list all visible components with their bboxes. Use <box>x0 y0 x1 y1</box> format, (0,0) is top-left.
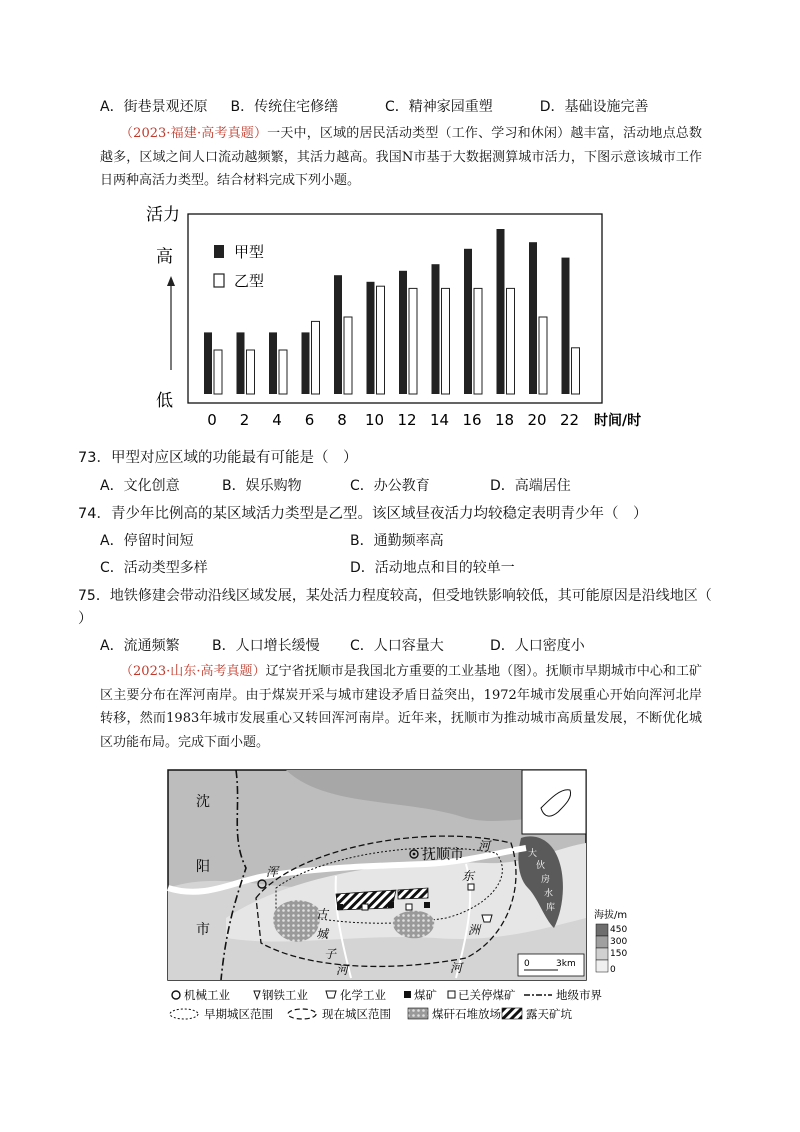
legend-early-area-icon <box>170 1009 198 1019</box>
city-center-dot <box>413 853 416 856</box>
passage-1-source: （2023·福建·高考真题） <box>120 126 268 141</box>
q74-option-d: D．活动地点和目的较单一 <box>350 560 515 576</box>
label-reservoir-5: 库 <box>546 903 556 913</box>
legend-coal-mine-icon <box>404 991 411 998</box>
q74-option-b: B．通勤频率高 <box>350 533 444 549</box>
label-gucheng-2: 城 <box>316 927 329 941</box>
legend-swatch-yi <box>214 274 224 287</box>
closed-coal-mine-icon-3 <box>468 884 474 890</box>
passage-1-text: 一天中，区域的居民活动类型（工作、学习和休闲）越丰富，活动地点总数越多，区域之间人口流动越频繁，其活力越高。我国N市基于大数据测算城市活力，下图示意该城市工作日两种高活力类型。结合材料完成下列小题。 <box>100 126 702 188</box>
legend-closed-mine: 已关停煤矿 <box>458 988 516 1002</box>
bar-jia-22 <box>562 258 570 394</box>
elevation-150-swatch <box>596 948 608 960</box>
label-reservoir-4: 水 <box>544 889 554 899</box>
legend-swatch-jia <box>214 245 224 258</box>
x-tick-16: 16 <box>462 411 482 429</box>
open-pit-east <box>398 888 428 899</box>
q73-option-c: C．办公教育 <box>350 478 430 494</box>
bar-yi-16 <box>474 288 482 394</box>
elevation-450-swatch <box>596 924 608 936</box>
bar-jia-12 <box>399 271 407 394</box>
label-reservoir-2: 伙 <box>536 861 546 871</box>
bar-jia-2 <box>237 332 245 394</box>
scale-zero: 0 <box>524 959 530 969</box>
legend-label-yi: 乙型 <box>234 272 265 290</box>
label-gucheng-3: 子 <box>324 947 337 961</box>
legend-closed-mine-icon <box>448 991 455 998</box>
vitality-bar-chart <box>138 198 658 434</box>
legend-pit: 露天矿坑 <box>526 1007 572 1021</box>
chart-x-ticks <box>207 411 579 429</box>
legend-gangue: 煤矸石堆放场 <box>432 1007 501 1021</box>
legend-coal-mine: 煤矿 <box>414 988 437 1002</box>
bar-yi-20 <box>539 317 547 394</box>
label-dongzhou-2: 洲 <box>468 923 481 937</box>
bar-yi-14 <box>442 288 450 394</box>
coal-mine-icon-3 <box>424 902 430 908</box>
bar-jia-0 <box>204 332 212 394</box>
legend-boundary: 地级市界 <box>556 988 602 1002</box>
label-hun-2: 河 <box>478 839 491 853</box>
bar-jia-8 <box>334 275 342 394</box>
prev-options-row <box>100 97 648 117</box>
legend-current-area: 现在城区范围 <box>322 1007 391 1021</box>
chart-ylabel: 活力 <box>146 205 180 225</box>
closed-coal-mine-icon-2 <box>406 904 412 910</box>
coal-mine-icon <box>337 904 343 910</box>
bar-jia-10 <box>367 282 375 394</box>
passage-2-text: 辽宁省抚顺市是我国北方重要的工业基地（图）。抚顺市早期城市中心和工矿区主要分布在浑河南岸。由于煤炭开采与城市建设矛盾日益突出，1972年城市发展重心开始向浑河北岸转移，然而1983年城市发展重心又转回浑河南岸。近年来，抚顺市为推动城市高质量发展，不断优化城区功能布局。完成下面小题。 <box>100 664 702 750</box>
x-tick-20: 20 <box>527 411 547 429</box>
x-tick-14: 14 <box>429 411 450 429</box>
elevation-tick-300: 300 <box>610 937 628 947</box>
legend-steel-icon <box>254 991 260 999</box>
bar-yi-0 <box>214 350 222 394</box>
elevation-tick-150: 150 <box>610 949 628 959</box>
bar-yi-22 <box>572 348 580 394</box>
legend-steel: 钢铁工业 <box>262 988 308 1002</box>
label-reservoir-1: 大 <box>528 849 538 859</box>
prev-option-a: A．街巷景观还原 <box>100 99 208 115</box>
legend-early-area: 早期城区范围 <box>204 1007 273 1021</box>
fushun-map <box>166 768 636 1026</box>
elevation-0-swatch <box>596 960 608 972</box>
legend-pit-icon <box>502 1008 522 1019</box>
label-dongzhou-3: 河 <box>450 961 463 975</box>
x-tick-0: 0 <box>207 411 217 429</box>
bar-jia-14 <box>432 264 440 394</box>
chart-y-arrow-head <box>167 276 175 286</box>
label-city: 抚顺市 <box>422 847 464 863</box>
question-75-paren: ） <box>78 611 93 627</box>
passage-2-source: （2023·山东·高考真题） <box>120 664 266 679</box>
elevation-300-swatch <box>596 936 608 948</box>
label-shenyang-1: 沈 <box>196 794 210 810</box>
label-gucheng-1: 古 <box>316 907 329 921</box>
legend-gangue-icon <box>408 1008 428 1019</box>
label-dongzhou-1: 东 <box>462 869 475 883</box>
prev-option-b: B．传统住宅修缮 <box>230 99 339 115</box>
question-73: 73．甲型对应区域的功能最有可能是（ ） <box>78 450 358 466</box>
legend-label-jia: 甲型 <box>234 243 265 261</box>
map-inset-frame <box>522 770 586 834</box>
x-tick-22: 22 <box>559 411 580 429</box>
label-shenyang-2: 阳 <box>196 859 210 875</box>
x-tick-2: 2 <box>239 411 250 429</box>
chemical-industry-icon <box>482 915 492 922</box>
legend-machinery-icon <box>172 991 180 999</box>
bar-jia-20 <box>529 242 537 394</box>
q75-option-a: A．流通频繁 <box>100 638 180 654</box>
bar-jia-6 <box>302 332 310 394</box>
x-tick-8: 8 <box>337 411 347 429</box>
elevation-tick-450: 450 <box>610 925 628 935</box>
question-74: 74．青少年比例高的某区域活力类型是乙型。该区域昼夜活力均较稳定表明青少年（ ） <box>78 506 648 522</box>
bar-jia-18 <box>497 229 505 394</box>
x-tick-6: 6 <box>304 411 315 429</box>
x-tick-10: 10 <box>364 411 385 429</box>
q73-option-a: A．文化创意 <box>100 478 180 494</box>
q75-option-d: D．人口密度小 <box>490 638 585 654</box>
bar-jia-16 <box>464 249 472 394</box>
legend-current-area-icon <box>288 1009 316 1019</box>
x-tick-12: 12 <box>397 411 417 429</box>
passage-2 <box>100 660 702 754</box>
legend-chemical-icon <box>326 991 336 998</box>
bar-jia-4 <box>269 332 277 394</box>
label-shenyang-3: 市 <box>196 922 210 938</box>
q74-option-a: A．停留时间短 <box>100 533 194 549</box>
question-75: 75．地铁修建会带动沿线区域发展，某处活力程度较高，但受地铁影响较低，其可能原因是沿线地区（ <box>78 588 712 604</box>
chart-y-high: 高 <box>156 247 173 267</box>
chart-y-low: 低 <box>156 391 173 411</box>
coal-mine-icon-2 <box>388 902 394 908</box>
x-tick-18: 18 <box>494 411 515 429</box>
q75-option-b: B．人口增长缓慢 <box>212 638 320 654</box>
prev-option-d: D．基础设施完善 <box>539 99 649 115</box>
legend-chemical: 化学工业 <box>340 988 386 1002</box>
q75-option-c: C．人口容量大 <box>350 638 444 654</box>
q73-option-d: D．高端居住 <box>490 478 571 494</box>
bar-yi-12 <box>409 288 417 394</box>
bar-yi-10 <box>377 286 385 394</box>
bar-yi-2 <box>247 350 255 394</box>
prev-option-c: C．精神家园重塑 <box>385 99 493 115</box>
label-hun-1: 浑 <box>266 865 279 879</box>
closed-coal-mine-icon <box>362 904 368 910</box>
bar-yi-4 <box>279 350 287 394</box>
label-gucheng-4: 河 <box>336 963 349 977</box>
x-tick-4: 4 <box>272 411 282 429</box>
label-reservoir-3: 房 <box>541 875 551 885</box>
chart-xlabel: 时间/时 <box>594 413 642 429</box>
passage-1 <box>100 122 702 193</box>
elevation-tick-0: 0 <box>610 965 616 975</box>
bar-yi-18 <box>507 288 515 394</box>
bar-yi-6 <box>312 321 320 394</box>
legend-machinery: 机械工业 <box>184 988 230 1002</box>
elevation-title: 海拔/m <box>594 910 628 921</box>
q74-option-c: C．活动类型多样 <box>100 560 208 576</box>
q73-option-b: B．娱乐购物 <box>222 478 302 494</box>
bar-yi-8 <box>344 317 352 394</box>
scale-3km: 3km <box>556 959 576 969</box>
